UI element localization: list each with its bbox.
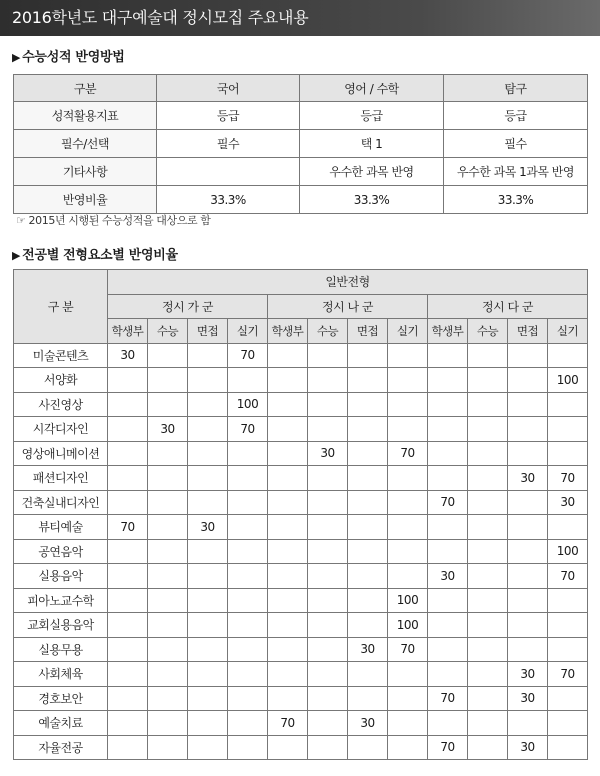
ratio-cell: [548, 515, 588, 540]
ratio-cell: [548, 613, 588, 638]
ratio-cell: [148, 539, 188, 564]
table-cell: 택 1: [300, 130, 444, 158]
ratio-cell: [108, 417, 148, 442]
table-row: [14, 186, 588, 214]
table-row: [14, 588, 588, 613]
ratio-cell: 70: [228, 343, 268, 368]
ratio-cell: [428, 711, 468, 736]
ratio-cell: [348, 686, 388, 711]
column-header: 영어 / 수학: [300, 75, 444, 102]
ratio-cell: [468, 539, 508, 564]
ratio-cell: [228, 711, 268, 736]
ratio-cell: [428, 515, 468, 540]
table-cell: 33.3%: [300, 186, 444, 214]
table-row: [14, 662, 588, 687]
ratio-cell: [508, 564, 548, 589]
ratio-cell: [268, 417, 308, 442]
group-header: 정시 나 군: [268, 294, 428, 319]
major-name: 실용음악: [14, 564, 108, 589]
ratio-cell: 30: [508, 686, 548, 711]
table-cell: [157, 158, 300, 186]
ratio-cell: [108, 613, 148, 638]
ratio-cell: [348, 515, 388, 540]
ratio-cell: [228, 564, 268, 589]
ratio-cell: [388, 392, 428, 417]
ratio-cell: 70: [268, 711, 308, 736]
ratio-cell: [508, 588, 548, 613]
header-row-1: [14, 270, 588, 295]
major-name: 공연음악: [14, 539, 108, 564]
ratio-cell: [308, 466, 348, 491]
ratio-cell: [428, 588, 468, 613]
ratio-cell: [268, 613, 308, 638]
ratio-cell: 30: [508, 466, 548, 491]
ratio-cell: [548, 588, 588, 613]
ratio-cell: [188, 392, 228, 417]
ratio-cell: [348, 613, 388, 638]
ratio-cell: [228, 686, 268, 711]
ratio-cell: [228, 613, 268, 638]
ratio-cell: [148, 441, 188, 466]
ratio-cell: [468, 368, 508, 393]
ratio-cell: [188, 441, 228, 466]
ratio-cell: [388, 368, 428, 393]
ratio-cell: [148, 686, 188, 711]
major-name: 실용무용: [14, 637, 108, 662]
ratio-cell: [228, 588, 268, 613]
ratio-cell: [468, 711, 508, 736]
ratio-cell: [308, 637, 348, 662]
ratio-cell: [548, 686, 588, 711]
ratio-cell: [268, 735, 308, 760]
ratio-cell: [308, 735, 348, 760]
table-row: [14, 130, 588, 158]
ratio-cell: [108, 711, 148, 736]
major-name: 패션디자인: [14, 466, 108, 491]
ratio-cell: [348, 735, 388, 760]
ratio-cell: [508, 711, 548, 736]
ratio-cell: 30: [308, 441, 348, 466]
ratio-cell: [468, 637, 508, 662]
ratio-cell: [308, 711, 348, 736]
ratio-cell: [148, 711, 188, 736]
table-row: [14, 637, 588, 662]
ratio-cell: [308, 343, 348, 368]
ratio-cell: [468, 686, 508, 711]
ratio-cell: [468, 735, 508, 760]
row-label: 필수/선택: [14, 130, 157, 158]
ratio-cell: [348, 368, 388, 393]
ratio-cell: 30: [108, 343, 148, 368]
ratio-cell: [468, 588, 508, 613]
table-row: [14, 368, 588, 393]
table-row: [14, 539, 588, 564]
ratio-cell: [548, 711, 588, 736]
ratio-cell: 70: [548, 662, 588, 687]
ratio-cell: [268, 515, 308, 540]
ratio-cell: [508, 490, 548, 515]
ratio-cell: [308, 613, 348, 638]
ratio-cell: 70: [548, 564, 588, 589]
ratio-cell: [228, 515, 268, 540]
ratio-cell: [108, 441, 148, 466]
major-name: 시각디자인: [14, 417, 108, 442]
ratio-cell: [348, 343, 388, 368]
ratio-cell: [148, 613, 188, 638]
ratio-cell: [308, 662, 348, 687]
ratio-cell: [468, 490, 508, 515]
ratio-cell: 70: [428, 735, 468, 760]
table-row: [14, 735, 588, 760]
ratio-cell: [388, 466, 428, 491]
ratio-cell: [148, 662, 188, 687]
table-row: [14, 392, 588, 417]
ratio-cell: [508, 392, 548, 417]
ratio-cell: [308, 564, 348, 589]
table-row: [14, 613, 588, 638]
major-name: 교회실용음악: [14, 613, 108, 638]
ratio-cell: [108, 662, 148, 687]
top-header: 일반전형: [108, 270, 588, 295]
ratio-cell: [188, 490, 228, 515]
ratio-cell: [388, 539, 428, 564]
major-name: 뷰티예술: [14, 515, 108, 540]
ratio-cell: [228, 735, 268, 760]
ratio-cell: [148, 515, 188, 540]
ratio-cell: [548, 392, 588, 417]
ratio-cell: [188, 662, 228, 687]
ratio-cell: [348, 662, 388, 687]
ratio-cell: [468, 564, 508, 589]
ratio-cell: [148, 735, 188, 760]
subcol-header: 면접: [348, 319, 388, 344]
subcol-header: 수능: [148, 319, 188, 344]
ratio-cell: [188, 711, 228, 736]
ratio-cell: [108, 588, 148, 613]
ratio-cell: [108, 637, 148, 662]
ratio-cell: [228, 662, 268, 687]
table-row: [14, 686, 588, 711]
ratio-cell: [188, 637, 228, 662]
ratio-cell: [188, 686, 228, 711]
ratio-cell: 100: [388, 588, 428, 613]
ratio-cell: [108, 686, 148, 711]
ratio-cell: [548, 417, 588, 442]
ratio-cell: [388, 711, 428, 736]
major-name: 건축실내디자인: [14, 490, 108, 515]
ratio-cell: [268, 490, 308, 515]
ratio-cell: [468, 613, 508, 638]
ratio-cell: [268, 392, 308, 417]
subcol-header: 학생부: [268, 319, 308, 344]
ratio-cell: [188, 343, 228, 368]
ratio-cell: [508, 441, 548, 466]
subcol-header: 학생부: [428, 319, 468, 344]
ratio-cell: [388, 662, 428, 687]
ratio-cell: 70: [228, 417, 268, 442]
ratio-cell: [308, 539, 348, 564]
ratio-cell: [508, 417, 548, 442]
section1-heading: [12, 46, 124, 65]
ratio-cell: [268, 662, 308, 687]
ratio-cell: [508, 539, 548, 564]
table-cell: 33.3%: [444, 186, 588, 214]
ratio-cell: [468, 466, 508, 491]
table-cell: 우수한 과목 1과목 반영: [444, 158, 588, 186]
ratio-cell: [268, 466, 308, 491]
ratio-cell: [548, 735, 588, 760]
ratio-cell: [348, 564, 388, 589]
ratio-cell: [468, 662, 508, 687]
ratio-cell: [228, 368, 268, 393]
ratio-cell: [148, 368, 188, 393]
ratio-cell: 30: [148, 417, 188, 442]
ratio-cell: [468, 441, 508, 466]
ratio-cell: [228, 539, 268, 564]
table-cell: 우수한 과목 반영: [300, 158, 444, 186]
ratio-table: [13, 269, 588, 760]
ratio-cell: [428, 466, 468, 491]
ratio-cell: [348, 392, 388, 417]
table-row: [14, 490, 588, 515]
ratio-cell: [348, 441, 388, 466]
major-name: 피아노교수학: [14, 588, 108, 613]
major-name: 예술치료: [14, 711, 108, 736]
ratio-cell: [388, 343, 428, 368]
ratio-cell: [348, 490, 388, 515]
ratio-cell: [468, 417, 508, 442]
ratio-cell: [308, 515, 348, 540]
ratio-cell: [548, 637, 588, 662]
column-header: 구분: [14, 75, 157, 102]
table-row: [14, 711, 588, 736]
subcol-header: 수능: [308, 319, 348, 344]
ratio-cell: [508, 515, 548, 540]
ratio-cell: [228, 637, 268, 662]
score-method-table: [13, 74, 588, 214]
ratio-cell: 30: [428, 564, 468, 589]
table-cell: 등급: [157, 102, 300, 130]
ratio-cell: 70: [388, 637, 428, 662]
ratio-cell: [308, 588, 348, 613]
ratio-cell: [148, 637, 188, 662]
section1-heading-text: 수능성적 반영방법: [22, 50, 125, 65]
ratio-cell: [428, 613, 468, 638]
ratio-cell: [308, 392, 348, 417]
ratio-cell: 70: [388, 441, 428, 466]
row-label: 성적활용지표: [14, 102, 157, 130]
major-name: 서양화: [14, 368, 108, 393]
ratio-cell: [148, 564, 188, 589]
table-cell: 필수: [444, 130, 588, 158]
subcol-header: 실기: [228, 319, 268, 344]
ratio-cell: [468, 392, 508, 417]
major-name: 미술콘텐츠: [14, 343, 108, 368]
ratio-cell: [468, 343, 508, 368]
ratio-cell: [188, 735, 228, 760]
group-header: 정시 가 군: [108, 294, 268, 319]
table-row: [14, 441, 588, 466]
major-name: 영상애니메이션: [14, 441, 108, 466]
table-cell: 33.3%: [157, 186, 300, 214]
ratio-cell: [468, 515, 508, 540]
ratio-cell: 100: [228, 392, 268, 417]
ratio-cell: [148, 343, 188, 368]
section2-heading: [12, 244, 178, 263]
ratio-cell: [348, 417, 388, 442]
table-row: [14, 158, 588, 186]
ratio-cell: [428, 368, 468, 393]
triangle-bullet-icon: ▶: [12, 249, 21, 262]
ratio-cell: 100: [388, 613, 428, 638]
ratio-cell: [388, 490, 428, 515]
group-header: 정시 다 군: [428, 294, 588, 319]
ratio-cell: [148, 466, 188, 491]
ratio-cell: [188, 539, 228, 564]
ratio-cell: [108, 392, 148, 417]
subcol-header: 학생부: [108, 319, 148, 344]
ratio-cell: 70: [428, 490, 468, 515]
table-cell: 등급: [300, 102, 444, 130]
corner-header: 구 분: [14, 270, 108, 344]
ratio-cell: [228, 490, 268, 515]
ratio-cell: [108, 564, 148, 589]
ratio-cell: [228, 441, 268, 466]
ratio-cell: [148, 392, 188, 417]
ratio-cell: [388, 564, 428, 589]
ratio-cell: [188, 466, 228, 491]
ratio-cell: [308, 490, 348, 515]
ratio-cell: 70: [548, 466, 588, 491]
ratio-cell: [388, 735, 428, 760]
ratio-cell: [308, 417, 348, 442]
ratio-cell: 30: [548, 490, 588, 515]
ratio-cell: [508, 637, 548, 662]
ratio-cell: [388, 417, 428, 442]
table-row: [14, 515, 588, 540]
ratio-cell: [268, 368, 308, 393]
ratio-cell: [428, 417, 468, 442]
ratio-cell: [428, 392, 468, 417]
ratio-cell: [348, 539, 388, 564]
ratio-cell: 100: [548, 539, 588, 564]
ratio-cell: 70: [428, 686, 468, 711]
ratio-cell: 30: [508, 735, 548, 760]
row-label: 기타사항: [14, 158, 157, 186]
subcol-header: 면접: [188, 319, 228, 344]
ratio-cell: [188, 564, 228, 589]
ratio-cell: [148, 588, 188, 613]
section2-heading-text: 전공별 전형요소별 반영비율: [22, 248, 178, 263]
note: ☞ 2015년 시행된 수능성적을 대상으로 함: [16, 214, 211, 227]
ratio-cell: [508, 368, 548, 393]
table-cell: 필수: [157, 130, 300, 158]
subcol-header: 실기: [548, 319, 588, 344]
ratio-cell: [428, 343, 468, 368]
ratio-cell: [428, 662, 468, 687]
subcol-header: 실기: [388, 319, 428, 344]
ratio-cell: [308, 368, 348, 393]
column-header: 탐구: [444, 75, 588, 102]
ratio-cell: [108, 490, 148, 515]
ratio-cell: [188, 588, 228, 613]
ratio-cell: [188, 613, 228, 638]
ratio-cell: [508, 343, 548, 368]
table-row: [14, 466, 588, 491]
ratio-cell: [388, 515, 428, 540]
major-name: 자율전공: [14, 735, 108, 760]
table-row: [14, 102, 588, 130]
ratio-cell: [108, 466, 148, 491]
page-title: 2016학년도 대구예술대 정시모집 주요내용: [0, 0, 600, 36]
ratio-cell: [268, 637, 308, 662]
table-row: [14, 343, 588, 368]
ratio-cell: [428, 441, 468, 466]
ratio-cell: 30: [348, 637, 388, 662]
ratio-cell: [268, 343, 308, 368]
table-header-row: [14, 75, 588, 102]
ratio-cell: 30: [508, 662, 548, 687]
ratio-cell: [268, 539, 308, 564]
table-cell: 등급: [444, 102, 588, 130]
ratio-cell: [428, 539, 468, 564]
table-row: [14, 564, 588, 589]
ratio-cell: [108, 735, 148, 760]
ratio-cell: [268, 686, 308, 711]
major-name: 경호보안: [14, 686, 108, 711]
ratio-cell: 30: [348, 711, 388, 736]
ratio-cell: [508, 613, 548, 638]
major-name: 사회체육: [14, 662, 108, 687]
subcol-header: 면접: [508, 319, 548, 344]
ratio-cell: [268, 564, 308, 589]
ratio-cell: [548, 343, 588, 368]
ratio-cell: [348, 466, 388, 491]
ratio-cell: 70: [108, 515, 148, 540]
major-name: 사진영상: [14, 392, 108, 417]
triangle-bullet-icon: ▶: [12, 51, 21, 64]
ratio-cell: [148, 490, 188, 515]
ratio-cell: [108, 368, 148, 393]
subcol-header: 수능: [468, 319, 508, 344]
ratio-cell: [108, 539, 148, 564]
ratio-cell: [428, 637, 468, 662]
row-label: 반영비율: [14, 186, 157, 214]
ratio-cell: [348, 588, 388, 613]
ratio-cell: 30: [188, 515, 228, 540]
table-row: [14, 417, 588, 442]
ratio-cell: [228, 466, 268, 491]
ratio-cell: [188, 417, 228, 442]
ratio-cell: 100: [548, 368, 588, 393]
ratio-cell: [388, 686, 428, 711]
ratio-cell: [188, 368, 228, 393]
ratio-cell: [548, 441, 588, 466]
ratio-cell: [308, 686, 348, 711]
ratio-cell: [268, 441, 308, 466]
ratio-cell: [268, 588, 308, 613]
column-header: 국어: [157, 75, 300, 102]
